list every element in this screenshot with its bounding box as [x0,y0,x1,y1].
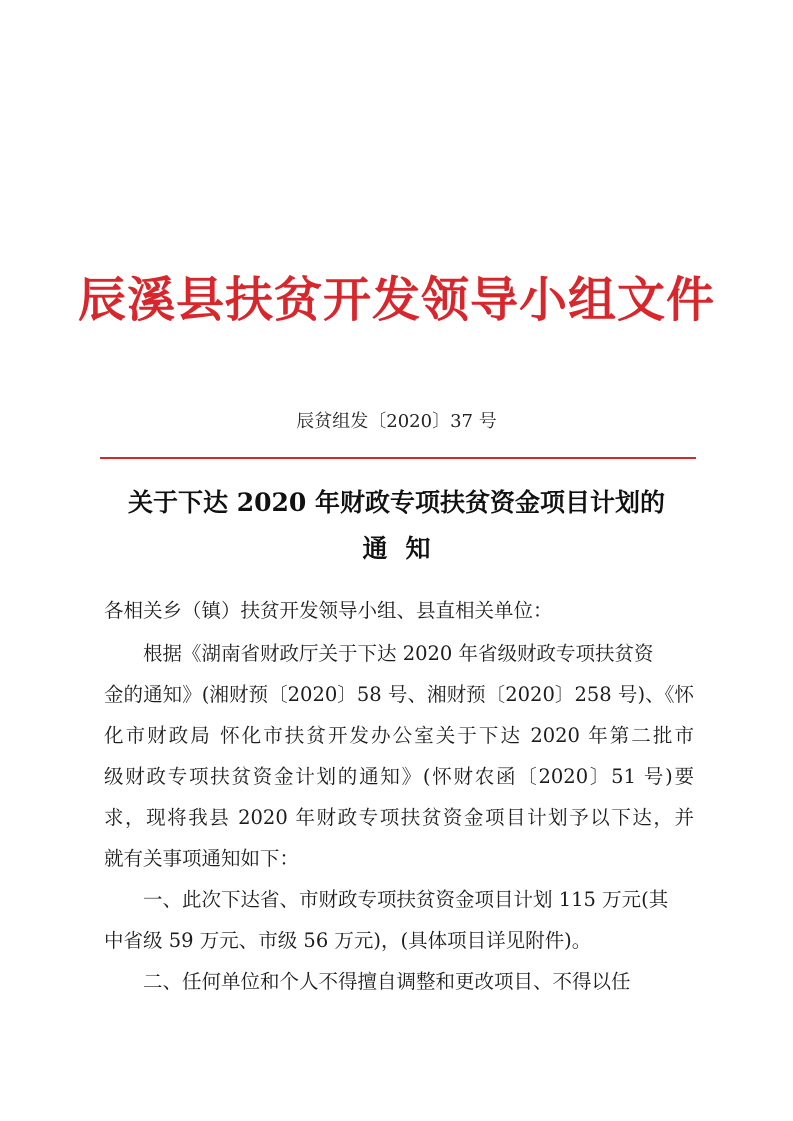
paragraph-2 [104,879,694,961]
paragraph-1-line: 级财政专项扶贫资金计划的通知》(怀财农函〔2020〕51 号)要 [104,765,694,788]
paragraph-1-line: 化市财政局 怀化市扶贫开发办公室关于下达 2020 年第二批市 [104,724,694,747]
paragraph-2-line: 中省级 59 万元、市级 56 万元)，(具体项目详见附件)。 [104,929,592,952]
subject-line-1: 关于下达 2020 年财政专项扶贫资金项目计划的 [128,488,665,517]
paragraph-1-line: 就有关事项通知如下： [104,847,300,870]
document-body [104,590,694,1002]
addressee: 各相关乡（镇）扶贫开发领导小组、县直相关单位： [104,599,553,622]
paragraph-2-line: 一、此次下达省、市财政专项扶贫资金项目计划 115 万元(其 [143,888,669,911]
paragraph-3 [104,961,694,1002]
document-number: 辰贫组发〔2020〕37 号 [296,411,497,432]
subject-line-2: 通知 [362,534,449,563]
red-divider-line [100,457,696,459]
document-subject [0,480,793,572]
paragraph-3-line: 二、任何单位和个人不得擅自调整和更改项目、不得以任 [143,970,631,993]
issuing-authority-title: 辰溪县扶贫开发领导小组文件 [77,272,715,328]
paragraph-1-line: 求，现将我县 2020 年财政专项扶贫资金项目计划予以下达，并 [104,806,694,829]
paragraph-1-line: 根据《湖南省财政厅关于下达 2020 年省级财政专项扶贫资 [143,642,654,665]
paragraph-1-line: 金的通知》(湘财预〔2020〕58 号、湘财预〔2020〕258 号)、《怀 [104,683,694,706]
paragraph-1 [104,633,694,879]
